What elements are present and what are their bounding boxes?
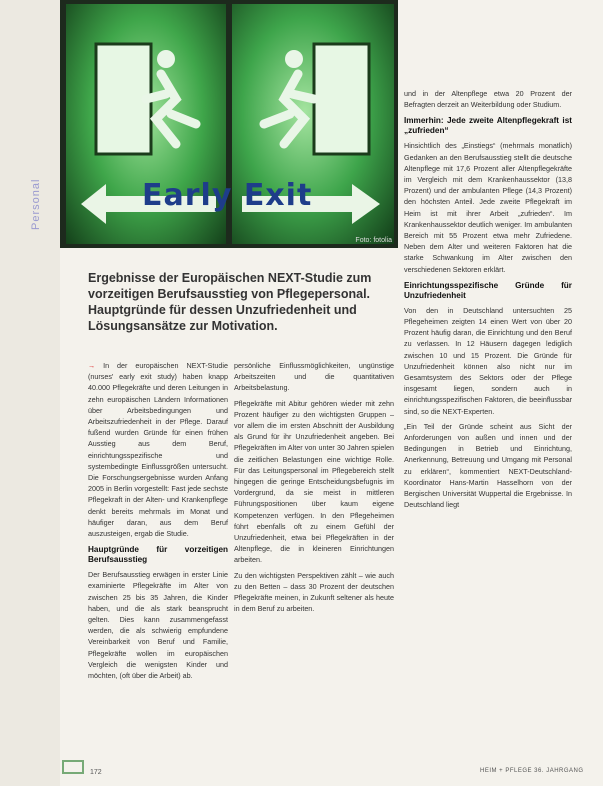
side-tab <box>0 0 60 786</box>
hero-image <box>60 0 398 248</box>
paragraph: Pflegekräfte mit Abitur gehören wieder mit zehn Prozent häufiger zu den wichtigsten Gruppen – vor allem die im ersten Abschnitt der Ausbildung als Grund für ihr Unzufriedenheit angeben. Bei Pflegekräften im Alter von unter 30 Jahren spielen die zeitlichen Belastungen eine wichtige Rolle. Für das Leitungspersonal im Pflegebereich stellt hingegen die geringe Entscheidungsbefugnis im Vordergrund, da sie meist in mittleren Führungspositionen über kaum eigene Kompetenzen verfügen. In den Pflegeheimen führt ebenfalls oft zu einem Gefühl der Unzufriedenheit, etwa bei Pflegekräften in der Altenpflege, die in kleineren Einrichtungen arbeiten. <box>234 398 394 565</box>
paragraph: persönliche Einflussmöglichkeiten, ungünstige Arbeitszeiten und die quantitativen Arbeitsbelastung. <box>234 361 394 393</box>
paragraph: Der Berufsausstieg erwägen in erster Linie examinierte Pflegekräfte im Alter von zwischen 25 bis 35 Jahren, die Kinder haben, und die als stark beansprucht gelten. Dies kann zusammengefasst werden, die als schwierig empfundene Vereinbarkeit von Beruf und Familie, Pflegekräfte wollen im europäischen Vergleich die wenigsten Kinder und möchten, (oft über die Arbeit) ab. <box>88 570 228 681</box>
paragraph: „Ein Teil der Gründe scheint aus Sicht der Anforderungen von außen und innen und der Bedingungen in Betrieb und Einrichtung, Anerkennung, Betreuung und Umgang mit Personal zu erklären“, kommentiert NEXT-Deutschland-Koordinator Hans-Martin Hasselhorn von der Bergischen Universität Wuppertal die Ergebnisse. In Deutschland liegt <box>404 421 572 510</box>
paragraph: Hinsichtlich des „Einstiegs“ (mehrmals monatlich) Gedanken an den Berufsausstieg stellt die deutsche Altenpflege mit 17,6 Prozent aller Altenpflegekräfte im Vergleich mit dem Krankenhaussektor (13,8 Prozent) und der ambulanten Pflege (14,3 Prozent) den höchsten Anteil. Jede zweite Pflegekraft im Heim ist mit ihrer Arbeit „zufrieden“. Im Krankenhaussektor deutlich weniger. Im ambulanten Bereich mit 55 Prozent etwa mehr Zufriedene. Neben dem Alter und weiteren Faktoren hat die starke Schwankung im Alter zwischen den verschiedenen Sektoren erklärt. <box>404 141 572 274</box>
subheading: Immerhin: Jede zweite Altenpflegekraft ist „zufrieden“ <box>404 116 572 136</box>
text-column-3 <box>404 88 572 515</box>
photo-credit: Foto: fotolia <box>355 237 392 244</box>
hero-title: Early Exit <box>142 178 313 213</box>
text-column-1 <box>88 360 228 685</box>
lead-paragraph: Ergebnisse der Europäischen NEXT-Studie zum vorzeitigen Berufsausstieg von Pflegepersonal. Hauptgründe für dessen Unzufriedenheit und Lösungsansätze zur Motivation. <box>88 271 372 333</box>
journal-footer: HEIM + PFLEGE 36. JAHRGANG <box>480 768 584 774</box>
subheading: Hauptgründe für vorzeitigen Berufsausstieg <box>88 545 228 565</box>
paragraph-text: In der europäischen NEXT-Studie (nurses' early exit study) haben knapp 40.000 Pflegekräfte und deren Leitungen in zehn europäischen Ländern Informationen über Arbeitsbedingungen und Arbeitszufriedenheit in der Pflege. Darauf fußend wurden Gründe für einen frühen Ausstieg aus dem Beruf, einrichtungsspezifische und systembedingte Einflussgrößen untersucht. Die Forschungsergebnisse wurden Anfang 2005 in Berlin vorgestellt: Fast jede sechste Pflegekraft in der Alten- und Krankenpflege denkt bereits mehrmals im Monat und häufiger daran, aus dem Beruf auszusteigen, ergab die Studie. <box>88 361 229 539</box>
paragraph: Von den in Deutschland untersuchten 25 Pflegeheimen zeigten 14 einen Wert von über 20 Prozent häufig daran, die Einrichtung und den Beruf zu verlassen. In 12 Häusern dagegen lediglich zwischen 10 und 15 Prozent. Die Gründe für Unzufriedenheit können also nicht nur im Gesamtsystem des Sektors oder der Pflege insgesamt liegen, sondern auch in einrichtungsspezifischen Faktoren, die beeinflussbar sind, so die NEXT-Experten. <box>404 305 572 416</box>
publication-logo <box>62 760 84 774</box>
paragraph: Zu den wichtigsten Perspektiven zählt – wie auch zu den Betten – dass 30 Prozent der deutschen Pflegekräfte meinen, in Zukunft seltener als heute in dem Beruf zu arbeiten. <box>234 570 394 614</box>
subheading: Einrichtungsspezifische Gründe für Unzufriedenheit <box>404 280 572 300</box>
page-number: 172 <box>90 769 102 776</box>
text-column-2 <box>234 360 394 618</box>
section-label: Personal <box>30 178 42 230</box>
arrow-icon: → <box>88 361 104 370</box>
paragraph <box>88 360 228 539</box>
paragraph: und in der Altenpflege etwa 20 Prozent der Befragten derzeit an Weiterbildung oder Studium. <box>404 89 572 110</box>
